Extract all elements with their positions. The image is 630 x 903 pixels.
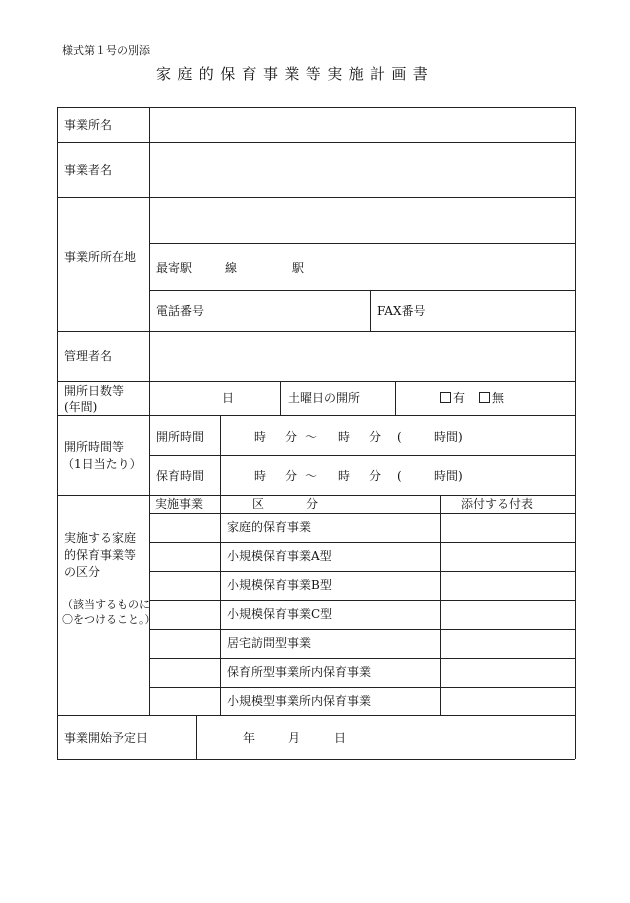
- option-no-label: 無: [492, 391, 505, 405]
- table-border-bottom: [57, 759, 575, 760]
- table-rule: [395, 381, 396, 415]
- open-days-label: 開所日数等: [64, 384, 125, 398]
- care-hours-label: 保育時間: [156, 469, 205, 483]
- care-open-paren: (: [397, 469, 402, 483]
- table-rule: [149, 658, 575, 659]
- saturday-open-label: 土曜日の開所: [288, 391, 361, 405]
- table-rule: [280, 381, 281, 415]
- list-item: 居宅訪問型事業: [227, 636, 312, 650]
- table-rule: [149, 629, 575, 630]
- fax-label: FAX番号: [377, 304, 426, 318]
- manager-label: 管理者名: [64, 349, 113, 363]
- phone-label: 電話番号: [156, 304, 205, 318]
- classification-note-1: （該当するものに: [62, 598, 150, 611]
- care-start-hour-unit: 時: [254, 469, 267, 483]
- start-date-label: 事業開始予定日: [64, 731, 149, 745]
- station-label: 駅: [292, 261, 305, 275]
- list-item: 小規模保育事業A型: [227, 549, 332, 563]
- year-unit: 年: [243, 731, 256, 745]
- list-item: 保育所型事業所内保育事業: [227, 665, 372, 679]
- table-rule: [196, 715, 197, 759]
- open-tilde: ～: [305, 430, 318, 444]
- col-category-a: 区: [252, 497, 265, 511]
- table-rule: [149, 455, 575, 456]
- open-days-sub: (年間): [64, 400, 98, 414]
- hours-sub: （1日当たり）: [62, 457, 142, 471]
- close-min-unit: 分: [369, 430, 382, 444]
- table-rule: [149, 571, 575, 572]
- classification-note-2: 〇をつけること。）: [62, 613, 156, 626]
- checkbox-icon[interactable]: [479, 392, 490, 403]
- checkbox-icon[interactable]: [440, 392, 451, 403]
- table-border-top: [57, 107, 575, 108]
- table-rule: [370, 290, 371, 331]
- list-item: 家庭的保育事業: [227, 520, 312, 534]
- classification-label-1: 実施する家庭: [64, 531, 137, 545]
- hours-total-unit: 時間): [434, 430, 463, 444]
- month-unit: 月: [288, 731, 301, 745]
- table-rule: [57, 715, 575, 716]
- table-rule: [149, 243, 575, 244]
- care-hours-total-unit: 時間): [434, 469, 463, 483]
- open-paren: (: [397, 430, 402, 444]
- open-hour-unit: 時: [254, 430, 267, 444]
- page-title: 家庭的保育事業等実施計画書: [156, 65, 435, 83]
- opening-hours-label: 開所時間: [156, 430, 205, 444]
- day-unit: 日: [222, 391, 235, 405]
- list-item: 小規模保育事業C型: [227, 607, 333, 621]
- table-rule: [57, 331, 575, 332]
- table-rule: [57, 142, 575, 143]
- operator-name-label: 事業者名: [64, 163, 113, 177]
- col-category-b: 分: [306, 497, 319, 511]
- table-border-right: [575, 107, 576, 759]
- table-border-left: [57, 107, 58, 759]
- table-rule: [149, 600, 575, 601]
- line-label: 線: [225, 261, 238, 275]
- option-yes-label: 有: [453, 391, 466, 405]
- care-end-min-unit: 分: [369, 469, 382, 483]
- day-unit-start: 日: [334, 731, 347, 745]
- form-number: 様式第１号の別添: [62, 44, 150, 57]
- table-rule: [57, 197, 575, 198]
- col-attachment: 添付する付表: [461, 497, 534, 511]
- table-rule: [440, 495, 441, 715]
- table-rule: [57, 381, 575, 382]
- table-rule: [149, 290, 575, 291]
- col-implement: 実施事業: [155, 497, 204, 511]
- table-rule: [149, 687, 575, 688]
- open-min-unit: 分: [285, 430, 298, 444]
- business-name-label: 事業所名: [64, 118, 113, 132]
- table-rule: [149, 513, 575, 514]
- table-rule: [220, 415, 221, 715]
- location-label: 事業所所在地: [64, 250, 137, 264]
- table-rule: [57, 495, 575, 496]
- care-start-min-unit: 分: [285, 469, 298, 483]
- close-hour-unit: 時: [338, 430, 351, 444]
- option-no[interactable]: [479, 391, 504, 405]
- classification-label-2: 的保育事業等: [64, 548, 137, 562]
- table-rule: [149, 542, 575, 543]
- hours-label: 開所時間等: [64, 440, 125, 454]
- nearest-station-label: 最寄駅: [156, 261, 193, 275]
- list-item: 小規模型事業所内保育事業: [227, 694, 372, 708]
- classification-label-3: の区分: [64, 565, 101, 579]
- care-tilde: ～: [305, 469, 318, 483]
- table-rule: [57, 415, 575, 416]
- care-end-hour-unit: 時: [338, 469, 351, 483]
- option-yes[interactable]: [440, 391, 465, 405]
- list-item: 小規模保育事業B型: [227, 578, 332, 592]
